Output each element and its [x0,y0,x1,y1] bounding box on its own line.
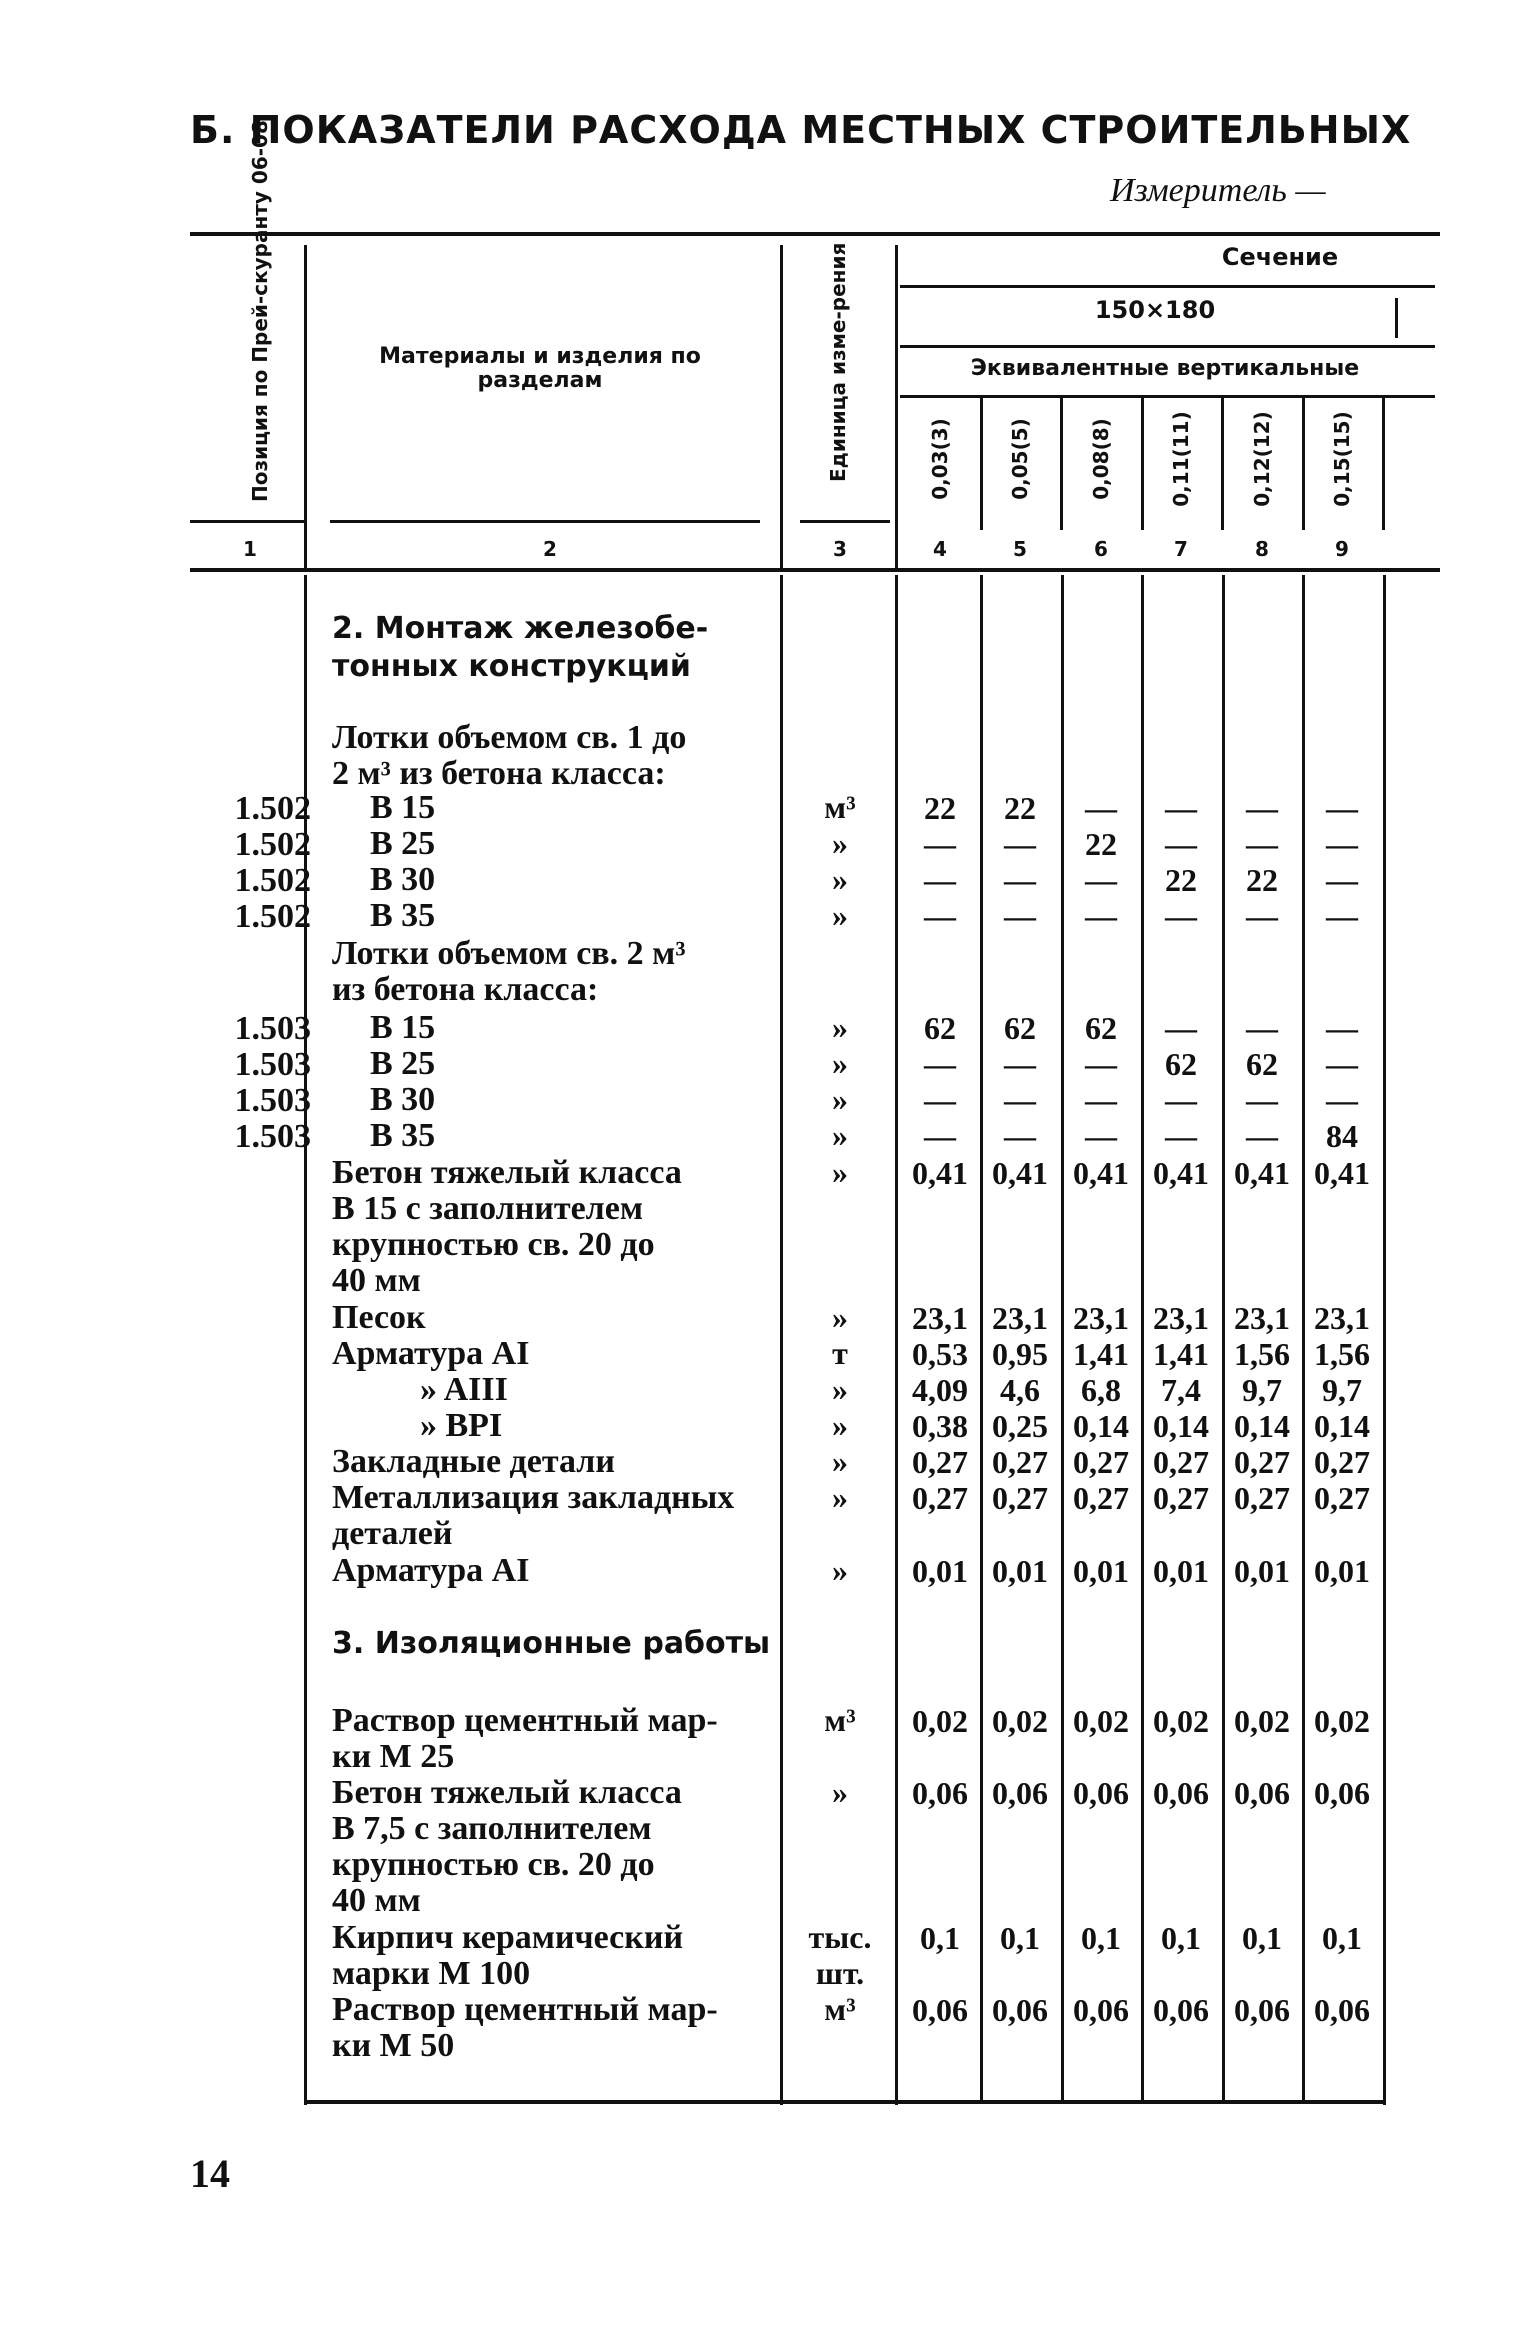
material-name: В 25 [370,825,436,862]
load-col-divider [1141,395,1144,530]
unit-value: т [832,1335,848,1371]
value-cell: — [1246,1118,1278,1154]
value-cell: — [1004,1082,1036,1118]
value-cell: 0,27 [992,1480,1048,1516]
value-cell: — [1326,790,1358,826]
value-cell: — [924,1046,956,1082]
material-name: В 35 [370,1117,436,1154]
value-cell: — [1246,790,1278,826]
value-cell: 9,7 [1322,1372,1362,1408]
material-name: В 15 [370,1009,436,1046]
material-name: Арматура AI [332,1552,530,1589]
unit-value: » [832,1443,848,1479]
column-number: 8 [1255,537,1269,561]
measure-label: Измеритель — [1110,172,1326,209]
material-name: Кирпич керамический [332,1919,684,1956]
unit-value: » [832,1009,848,1045]
column-number: 7 [1174,537,1188,561]
material-name: Бетон тяжелый класса [332,1154,682,1191]
value-cell: — [1165,898,1197,934]
section-title: 2. Монтаж железобе-тонных конструкций [332,611,709,684]
position-code: 1.502 [234,790,311,827]
unit-value: » [832,1045,848,1081]
value-cell: — [1004,1046,1036,1082]
header-position: Позиция по Прей-скуранту 06-08 [248,120,272,502]
column-number: 6 [1094,537,1108,561]
material-name: Бетон тяжелый класса [332,1774,682,1811]
load-col-header: 0,08(8) [1089,418,1113,500]
value-cell: — [1246,898,1278,934]
value-cell: 0,27 [992,1444,1048,1480]
value-cell: 0,06 [1314,1992,1370,2028]
value-cell: 4,09 [912,1372,968,1408]
material-name: В 25 [370,1045,436,1082]
value-cell: 22 [1085,826,1117,862]
value-cell: 0,06 [1153,1992,1209,2028]
header-size: 150×180 [1094,296,1216,324]
value-cell: — [1085,790,1117,826]
value-cell: 84 [1326,1118,1358,1154]
material-name: В 15 [370,789,436,826]
value-cell: 0,14 [1234,1408,1290,1444]
load-col-header: 0,05(5) [1008,418,1032,500]
value-cell: — [1326,1046,1358,1082]
value-cell: — [1085,1118,1117,1154]
column-number: 4 [933,537,947,561]
load-col-header: 0,12(12) [1250,411,1274,507]
value-cell: — [1165,826,1197,862]
load-col-header: 0,15(15) [1330,411,1354,507]
unit-value: » [832,1299,848,1335]
value-cell: 1,56 [1234,1336,1290,1372]
header-bottom-rule [190,568,1440,572]
value-cell: — [1165,1082,1197,1118]
value-cell: — [924,898,956,934]
column-number: 5 [1013,537,1027,561]
header-materials: Материалы и изделия по разделам [379,344,701,393]
value-cell: — [1004,862,1036,898]
page-title: Б. ПОКАЗАТЕЛИ РАСХОДА МЕСТНЫХ СТРОИТЕЛЬНЫХ [190,108,1412,152]
material-name: Песок [332,1299,426,1336]
material-name: 2 м³ из бетона класса: [332,755,666,792]
material-name: 40 мм [332,1882,421,1919]
value-cell: 0,41 [992,1155,1048,1191]
load-col-divider [1382,395,1385,530]
unit-value: » [832,1552,848,1588]
value-cell: — [1004,898,1036,934]
value-cell: — [1326,1010,1358,1046]
header-size-tick [1395,298,1398,338]
value-cell: 0,06 [1314,1775,1370,1811]
value-cell: 0,01 [1153,1553,1209,1589]
material-name: В 30 [370,1081,436,1118]
material-name: » BPI [420,1407,503,1444]
position-code: 1.503 [234,1118,311,1155]
value-cell: 0,06 [1234,1992,1290,2028]
value-cell: 0,38 [912,1408,968,1444]
value-cell: 0,1 [920,1920,960,1956]
value-cell: 0,14 [1314,1408,1370,1444]
value-cell: 0,53 [912,1336,968,1372]
material-name: В 7,5 с заполнителем [332,1810,652,1847]
unit-value: » [832,1371,848,1407]
col-divider-2 [780,245,783,570]
value-cell: 0,02 [992,1703,1048,1739]
value-cell: 0,27 [912,1480,968,1516]
section-title: 3. Изоляционные работы [332,1626,771,1661]
body-right-rule [1383,575,1386,2105]
material-name: 40 мм [332,1262,421,1299]
value-cell: 0,41 [1234,1155,1290,1191]
value-cell: 0,27 [1073,1444,1129,1480]
material-name: Закладные детали [332,1443,615,1480]
unit-value: » [832,1479,848,1515]
col-divider-3 [895,245,898,570]
value-cell: 0,06 [912,1992,968,2028]
value-cell: 0,06 [1153,1775,1209,1811]
load-col-divider [1302,395,1305,530]
value-cell: 0,02 [1153,1703,1209,1739]
position-code: 1.502 [234,862,311,899]
value-cell: 23,1 [1314,1300,1370,1336]
value-cell: 0,06 [992,1992,1048,2028]
material-name: Раствор цементный мар- [332,1991,718,2028]
value-cell: 0,41 [1153,1155,1209,1191]
table-bottom-rule [305,2100,1385,2104]
value-cell: 0,01 [912,1553,968,1589]
value-cell: 7,4 [1161,1372,1201,1408]
unit-value: м³ [824,789,856,825]
value-cell: 0,14 [1153,1408,1209,1444]
unit-value: тыс. [808,1919,872,1955]
value-cell: 0,25 [992,1408,1048,1444]
value-cell: 0,06 [992,1775,1048,1811]
column-number: 9 [1335,537,1349,561]
material-name: Металлизация закладных [332,1479,735,1516]
material-name: крупностью св. 20 до [332,1226,655,1263]
value-cell: — [1326,1082,1358,1118]
value-cell: — [1326,898,1358,934]
unit-value: » [832,861,848,897]
unit-value: » [832,1117,848,1153]
value-cell: 0,02 [1314,1703,1370,1739]
material-name: Раствор цементный мар- [332,1702,718,1739]
value-cell: — [1246,1010,1278,1046]
value-cell: 0,27 [1073,1480,1129,1516]
value-cell: 22 [924,790,956,826]
value-cell: 22 [1004,790,1036,826]
value-cell: 0,1 [1242,1920,1282,1956]
value-cell: — [1246,826,1278,862]
value-cell: 6,8 [1081,1372,1121,1408]
value-cell: 0,06 [1073,1775,1129,1811]
material-name: из бетона класса: [332,971,599,1008]
table-top-rule [190,232,1440,236]
page-number: 14 [190,2151,230,2196]
position-code: 1.502 [234,826,311,863]
value-cell: 0,06 [1234,1775,1290,1811]
material-name: деталей [332,1515,453,1552]
value-cell: 0,01 [1314,1553,1370,1589]
value-cell: — [1165,1010,1197,1046]
value-cell: 0,01 [992,1553,1048,1589]
value-cell: 0,41 [1314,1155,1370,1191]
header-underline-3 [800,520,890,523]
value-cell: 22 [1165,862,1197,898]
value-cell: 0,27 [1314,1444,1370,1480]
value-cell: — [1165,790,1197,826]
material-name: В 35 [370,897,436,934]
value-cell: 0,95 [992,1336,1048,1372]
header-rule-2 [900,345,1435,348]
value-cell: 62 [1004,1010,1036,1046]
value-cell: — [1085,1046,1117,1082]
value-cell: 9,7 [1242,1372,1282,1408]
value-cell: 62 [1246,1046,1278,1082]
value-cell: 23,1 [1234,1300,1290,1336]
header-underline-1 [190,520,305,523]
value-cell: — [1165,1118,1197,1154]
position-code: 1.502 [234,898,311,935]
value-cell: 0,27 [1153,1444,1209,1480]
value-cell: 0,27 [1234,1444,1290,1480]
unit-value: » [832,825,848,861]
unit-value: » [832,1081,848,1117]
value-cell: 1,41 [1073,1336,1129,1372]
column-number: 1 [243,537,257,561]
header-underline-2 [330,520,760,523]
material-name: ки М 25 [332,1738,455,1775]
value-cell: 1,41 [1153,1336,1209,1372]
position-code: 1.503 [234,1046,311,1083]
value-cell: 0,06 [1073,1992,1129,2028]
value-cell: — [1326,862,1358,898]
unit-value: шт. [815,1955,865,1991]
position-code: 1.503 [234,1082,311,1119]
unit-value: м³ [824,1702,856,1738]
value-cell: 0,1 [1081,1920,1121,1956]
material-name: ки М 50 [332,2027,455,2064]
value-cell: 0,1 [1322,1920,1362,1956]
value-cell: 62 [1165,1046,1197,1082]
column-number: 3 [833,537,847,561]
load-col-divider [980,395,983,530]
material-name: Лотки объемом св. 1 до [332,719,687,756]
load-col-divider [1221,395,1224,530]
value-cell: — [1326,826,1358,862]
load-col-header: 0,11(11) [1169,411,1193,507]
value-cell: — [924,862,956,898]
load-col-divider [1060,395,1063,530]
material-name: В 30 [370,861,436,898]
value-cell: 0,01 [1073,1553,1129,1589]
value-cell: 0,14 [1073,1408,1129,1444]
value-cell: 0,01 [1234,1553,1290,1589]
value-cell: 0,02 [912,1703,968,1739]
value-cell: 0,02 [1234,1703,1290,1739]
material-name: В 15 с заполнителем [332,1190,643,1227]
material-name: марки М 100 [332,1955,531,1992]
value-cell: 1,56 [1314,1336,1370,1372]
material-name: Арматура AI [332,1335,530,1372]
value-cell: — [1004,1118,1036,1154]
header-rule-1 [900,285,1435,288]
value-cell: 0,27 [1234,1480,1290,1516]
value-cell: 0,02 [1073,1703,1129,1739]
value-cell: — [1085,898,1117,934]
unit-value: » [832,897,848,933]
value-cell: 23,1 [912,1300,968,1336]
value-cell: — [924,1118,956,1154]
column-number: 2 [543,537,557,561]
value-cell: 0,41 [912,1155,968,1191]
value-cell: — [1246,1082,1278,1118]
header-equiv: Эквивалентные вертикальные [970,356,1360,381]
unit-value: » [832,1154,848,1190]
material-name: Лотки объемом св. 2 м³ [332,935,686,972]
value-cell: 23,1 [1153,1300,1209,1336]
value-cell: 0,1 [1000,1920,1040,1956]
material-name: » AIII [420,1371,508,1408]
value-cell: 23,1 [1073,1300,1129,1336]
material-name: крупностью св. 20 до [332,1846,655,1883]
value-cell: 0,06 [912,1775,968,1811]
value-cell: — [1085,862,1117,898]
header-unit: Единица изме-рения [826,242,850,482]
value-cell: 0,27 [1153,1480,1209,1516]
unit-value: м³ [824,1991,856,2027]
load-col-header: 0,03(3) [928,418,952,500]
value-cell: 0,27 [1314,1480,1370,1516]
value-cell: 23,1 [992,1300,1048,1336]
value-cell: — [924,1082,956,1118]
value-cell: — [924,826,956,862]
value-cell: 62 [924,1010,956,1046]
value-cell: — [1085,1082,1117,1118]
unit-value: » [832,1407,848,1443]
header-section: Сечение [1221,243,1339,271]
value-cell: 0,27 [912,1444,968,1480]
unit-value: » [832,1774,848,1810]
value-cell: 0,1 [1161,1920,1201,1956]
value-cell: 0,41 [1073,1155,1129,1191]
value-cell: — [1004,826,1036,862]
value-cell: 4,6 [1000,1372,1040,1408]
position-code: 1.503 [234,1010,311,1047]
value-cell: 22 [1246,862,1278,898]
value-cell: 62 [1085,1010,1117,1046]
